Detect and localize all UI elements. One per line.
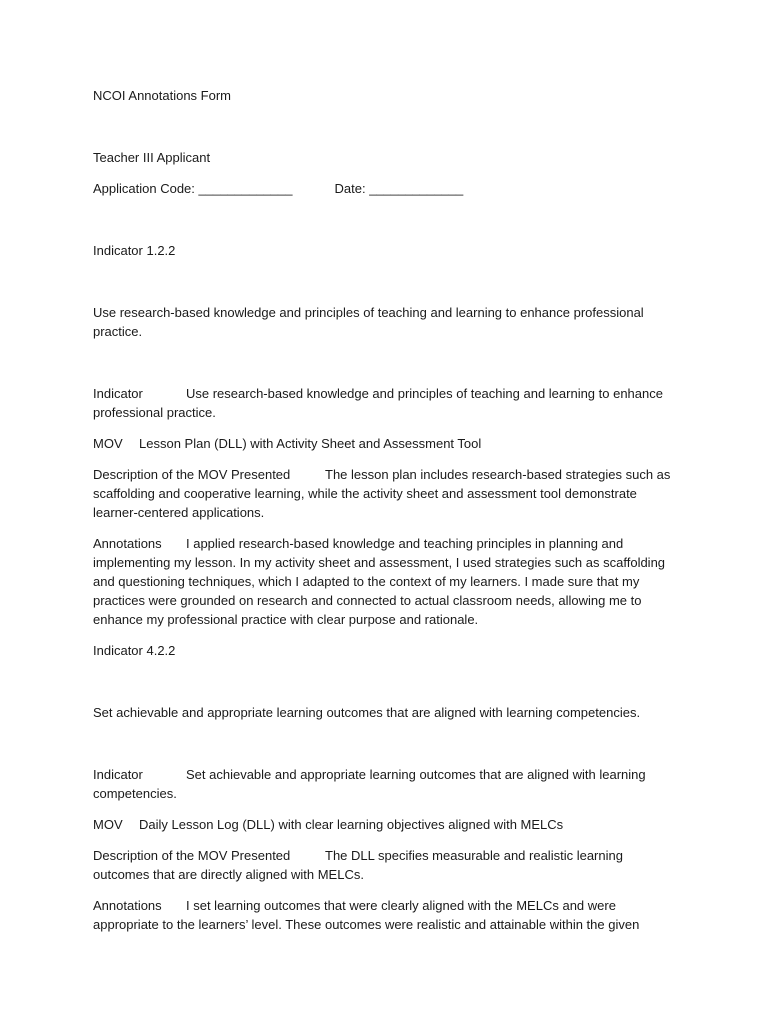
mov-row [93,815,673,834]
form-title: NCOI Annotations Form [93,88,231,103]
section-statement: Set achievable and appropriate learning outcomes that are aligned with learning competencies. [93,705,641,720]
description-row [93,465,673,522]
annotations-label: Annotations [93,536,162,551]
application-code-label: Application Code: _____________ [93,181,293,196]
date-label: Date: _____________ [334,181,464,196]
description-row [93,846,673,884]
description-label: Description of the MOV Presented [93,848,291,863]
applicant-line: Teacher III Applicant [93,150,211,165]
indicator-label: Indicator [93,767,143,782]
annotations-row [93,534,673,629]
indicator-row [93,765,673,803]
indicator-label: Indicator [93,386,143,401]
mov-label: MOV [93,436,123,451]
mov-text: Daily Lesson Log (DLL) with clear learning objectives aligned with MELCs [139,817,564,832]
application-code-line [93,179,673,198]
indicator-text: Set achievable and appropriate learning outcomes that are aligned with learning competencies. [93,767,646,801]
document-page [93,86,673,934]
section-heading: Indicator 1.2.2 [93,243,176,258]
mov-row [93,434,673,453]
annotations-text: I applied research-based knowledge and teaching principles in planning and implementing my lesson. In my activity sheet and assessment, I used strategies such as scaffolding and questioning techniques, which I adapted to the context of my learners. I made sure that my practices were grounded on research and connected to actual classroom needs, allowing me to enhance my professional practice with clear purpose and rationale. [93,536,666,627]
annotations-text: I set learning outcomes that were clearly aligned with the MELCs and were appropriate to the learners’ level. These outcomes were realistic and attainable within the given [93,898,640,932]
indicator-text: Use research-based knowledge and principles of teaching and learning to enhance professional practice. [93,386,663,420]
description-text: The DLL specifies measurable and realistic learning outcomes that are directly aligned with MELCs. [93,848,623,882]
description-text: The lesson plan includes research-based strategies such as scaffolding and cooperative learning, while the activity sheet and assessment tool demonstrate learner-centered applications. [93,467,671,520]
section-heading: Indicator 4.2.2 [93,643,176,658]
section-statement: Use research-based knowledge and principles of teaching and learning to enhance professional practice. [93,305,644,339]
annotations-row [93,896,673,934]
mov-text: Lesson Plan (DLL) with Activity Sheet and Assessment Tool [139,436,482,451]
annotations-label: Annotations [93,898,162,913]
mov-label: MOV [93,817,123,832]
indicator-row [93,384,673,422]
description-label: Description of the MOV Presented [93,467,291,482]
